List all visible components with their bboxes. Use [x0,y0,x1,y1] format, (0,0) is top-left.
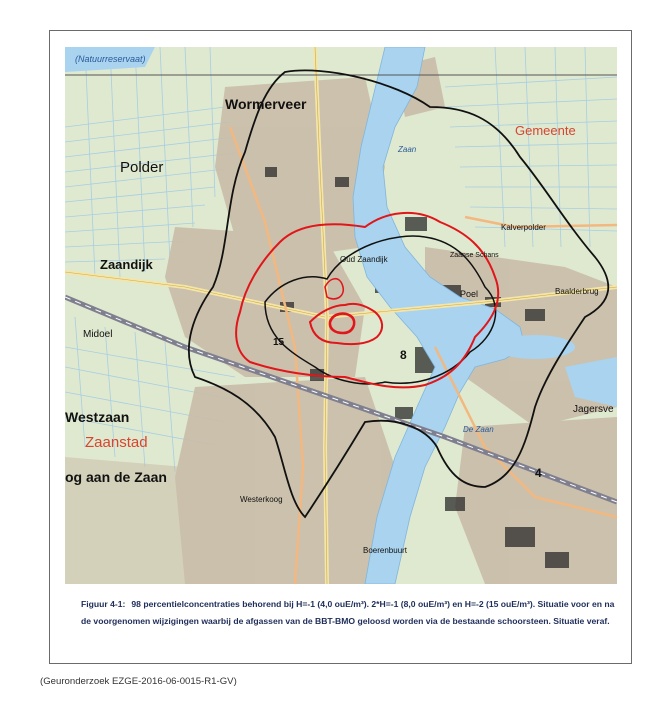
figure-caption [81,596,621,630]
label-zaanstad: Zaanstad [85,434,148,451]
label-kalverpolder: Kalverpolder [501,223,546,232]
label-gemeente: Gemeente [515,123,576,138]
contour-label-8: 8 [400,348,407,362]
label-westerkoog: Westerkoog [240,495,283,504]
label-baalderbrug: Baalderbrug [555,287,599,296]
label-zaandijk: Zaandijk [100,257,153,272]
label-midoel: Midoel [83,329,113,340]
label-boerenbuurt: Boerenbuurt [363,546,408,555]
caption-label: Figuur 4-1: [81,599,126,609]
label-natuurreservaat: (Natuurreservaat) [75,54,146,64]
odour-contour-map [65,47,617,584]
label-zaanse-schans: Zaanse Schans [450,252,499,259]
contour-label-4: 4 [535,466,542,480]
label-de-zaan: De Zaan [463,425,494,434]
source-note: (Geuronderzoek EZGE-2016-06-0015-R1-GV) [40,676,237,687]
label-poel: Poel [460,289,479,299]
label-oud-zaandijk: Oud Zaandijk [340,255,388,264]
label-jagersveld: Jagersve [573,404,614,415]
label-kog-aan-de-zaan: og aan de Zaan [65,469,167,485]
label-westzaan: Westzaan [65,409,130,425]
label-polder: Polder [120,159,164,176]
label-wormerveer: Wormerveer [225,96,307,112]
label-zaan-river: Zaan [398,145,417,154]
caption-text: 98 percentielconcentraties behorend bij H=-1 (4,0 ouE/m³). 2*H=-1 (8,0 ouE/m³) en H=-2 (15 ouE/m³). Situatie voor en na de voorgenomen wijzigingen waarbij de afgassen van de BBT-BMO geloosd worden via de bestaande schoorsteen. Situatie veraf. [81,599,615,626]
contour-label-15: 15 [273,337,285,348]
